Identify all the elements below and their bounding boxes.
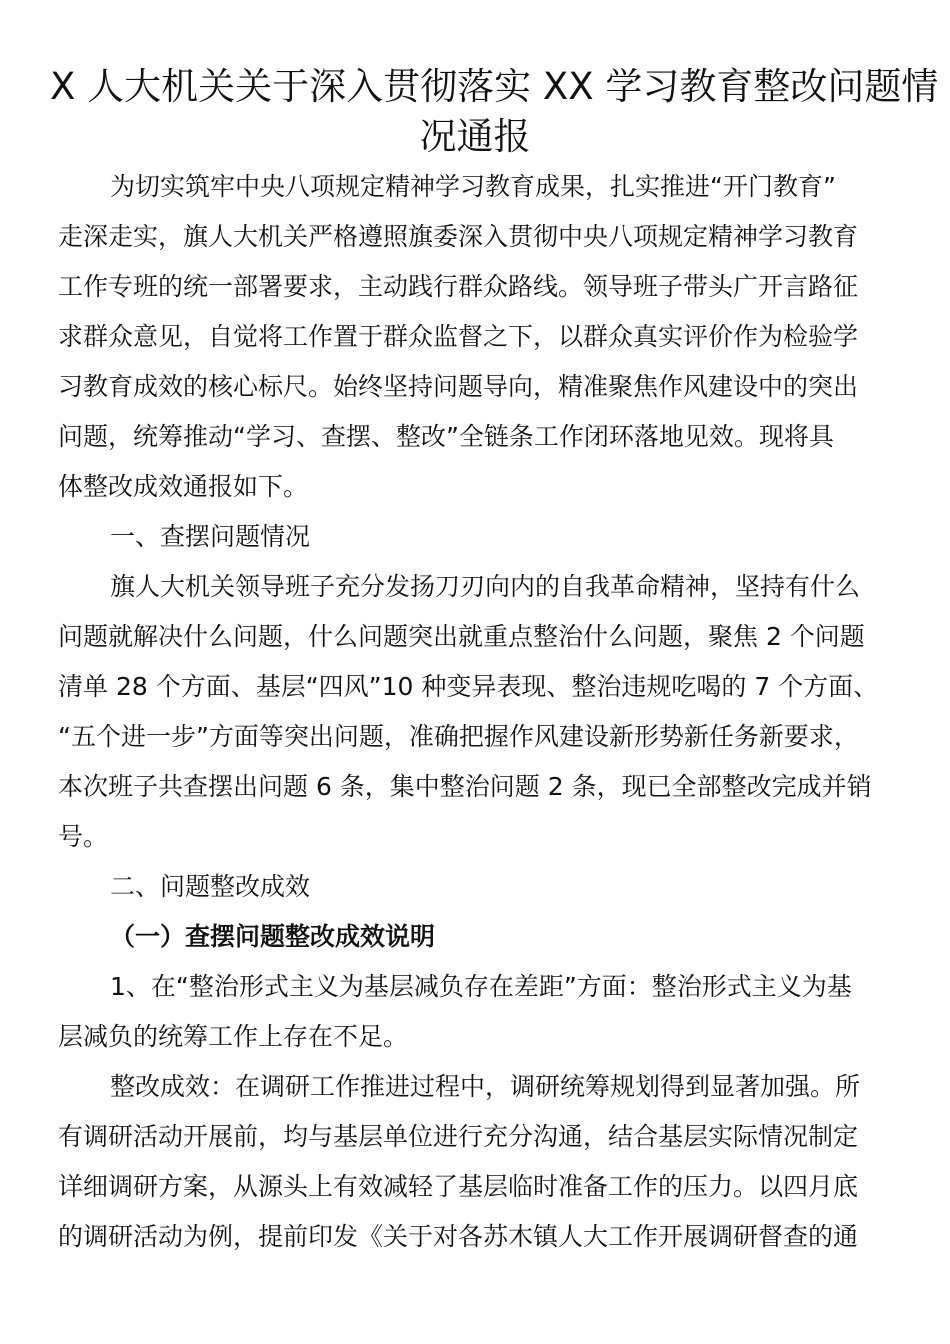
paragraph-line: 问题，统筹推动“学习、查摆、整改”全链条工作闭环落地见效。现将具 [58,422,834,451]
paragraph-line: 1、在“整治形式主义为基层减负存在差距”方面：整治形式主义为基 [110,972,852,1001]
paragraph-line: 为切实筑牢中央八项规定精神学习教育成果，扎实推进“开门教育” [110,172,836,201]
title-line-2: 况通报 [419,115,531,158]
paragraph-line: 清单 28 个方面、基层“四风”10 种变异表现、整治违规吃喝的 7 个方面、 [58,672,879,701]
paragraph-line: 工作专班的统一部署要求，主动践行群众路线。领导班子带头广开言路征 [58,272,859,301]
paragraph-line: 层减负的统筹工作上存在不足。 [58,1022,409,1051]
paragraph-line: “五个进一步”方面等突出问题，准确把握作风建设新形势新任务新要求， [58,722,859,751]
paragraph-line: 的调研活动为例，提前印发《关于对各苏木镇人大工作开展调研督查的通 [58,1222,859,1251]
paragraph-line: 整改成效：在调研工作推进过程中，调研统筹规划得到显著加强。所 [110,1072,861,1101]
paragraph-line: 详细调研方案，从源头上有效减轻了基层临时准备工作的压力。以四月底 [58,1172,859,1201]
title-line-1: X 人大机关关于深入贯彻落实 XX 学习教育整改问题情 [50,65,939,108]
paragraph-line: 有调研活动开展前，均与基层单位进行充分沟通，结合基层实际情况制定 [58,1122,859,1151]
section-heading-2: 二、问题整改成效 [110,872,311,901]
paragraph-line: 习教育成效的核心标尺。始终坚持问题导向，精准聚焦作风建设中的突出 [58,372,859,401]
paragraph-line: 旗人大机关领导班子充分发扬刀刃向内的自我革命精神，坚持有什么 [110,572,861,601]
paragraph-line: 体整改成效通报如下。 [58,472,309,501]
paragraph-line: 问题就解决什么问题，什么问题突出就重点整治什么问题，聚焦 2 个问题 [58,622,865,651]
paragraph-line: 走深走实，旗人大机关严格遵照旗委深入贯彻中央八项规定精神学习教育 [58,222,859,251]
paragraph-line: 号。 [58,822,109,851]
section-heading-1: 一、查摆问题情况 [110,522,311,551]
paragraph-line: 本次班子共查摆出问题 6 条，集中整治问题 2 条，现已全部整改完成并销 [58,772,872,801]
subsection-heading: （一）查摆问题整改成效说明 [110,922,436,951]
paragraph-line: 求群众意见，自觉将工作置于群众监督之下，以群众真实评价作为检验学 [58,322,859,351]
